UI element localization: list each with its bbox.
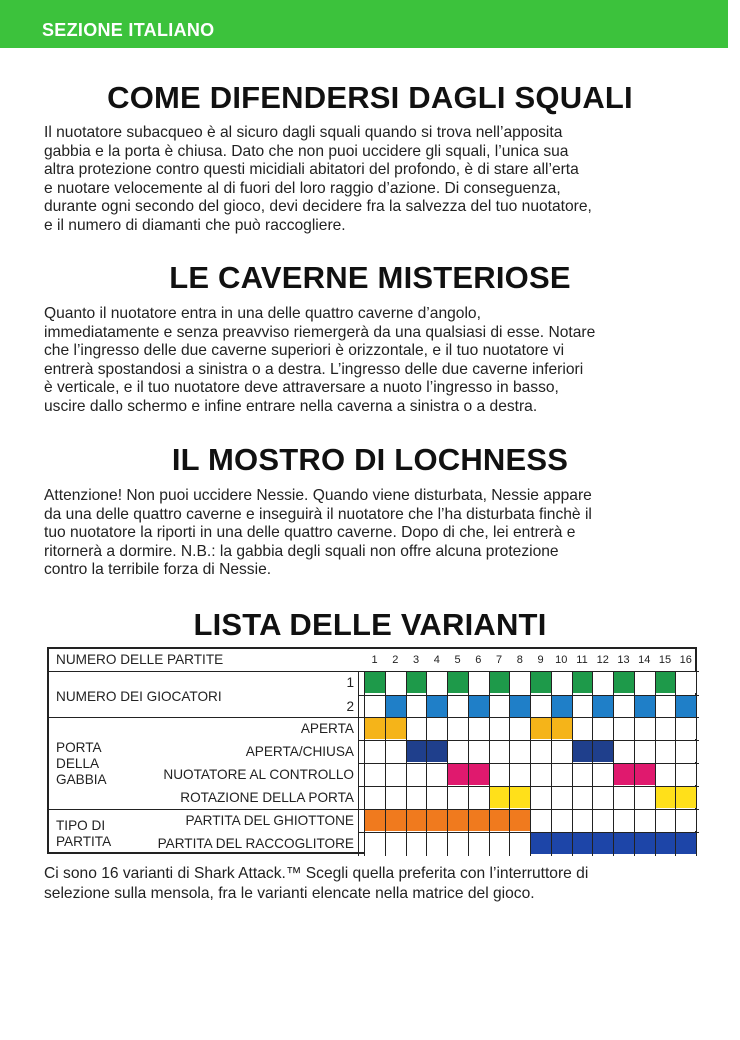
filled-cell [427,741,447,762]
game-number: 6 [475,654,482,666]
variants-matrix [47,647,697,854]
empty-cell [365,764,385,785]
filled-cell [365,810,385,831]
game-number: 2 [392,654,399,666]
filled-cell [386,696,406,717]
filled-cell [469,810,489,831]
empty-cell [656,696,676,717]
grid-line [358,695,699,696]
filled-cell [656,672,676,693]
empty-cell [656,764,676,785]
empty-cell [510,833,530,854]
empty-cell [469,741,489,762]
filled-cell [552,718,572,739]
empty-cell [407,764,427,785]
grid-line [358,740,699,741]
empty-cell [427,672,447,693]
empty-cell [614,810,634,831]
text-line: immediatamente e senza preavviso riemergerà da una qualsiasi di esse. Notare [44,323,596,341]
grid-line [509,671,510,856]
text-line: è verticale, e il tuo nuotatore deve attraversare a nuoto l’ingresso in basso, [44,379,559,397]
group-label-cage-line: GABBIA [56,772,107,787]
empty-cell [593,672,613,693]
heading-variants: LISTA DELLE VARIANTI [193,607,547,642]
filled-cell [407,810,427,831]
game-number: 3 [412,654,420,666]
divider-line [49,717,699,718]
filled-cell [593,741,613,762]
empty-cell [490,718,510,739]
empty-cell [635,741,655,762]
empty-cell [510,672,530,693]
empty-cell [614,741,634,762]
text-line: gabbia e la porta è chiusa. Dato che non puoi uccidere gli squali, l’unica sua [44,142,569,160]
text-line: durante ogni secondo del gioco, devi decidere fra la salvezza del tuo nuotatore, [44,198,592,216]
empty-cell [427,787,447,808]
empty-cell [510,741,530,762]
paragraph-sharks [44,124,714,236]
filled-cell [656,787,676,808]
empty-cell [552,741,572,762]
empty-cell [448,696,468,717]
empty-cell [531,764,551,785]
filled-cell [510,787,530,808]
game-number: 15 [658,654,672,666]
text-line: contro la terribile forza di Nessie. [44,561,272,579]
filled-cell [552,696,572,717]
empty-cell [490,833,510,854]
empty-cell [531,810,551,831]
empty-cell [365,833,385,854]
text-line: Quanto il nuotatore entra in una delle quattro caverne d’angolo, [44,305,481,322]
row-label: PARTITA DEL GHIOTTONE [185,813,354,828]
empty-cell [656,741,676,762]
games-label: NUMERO DELLE PARTITE [56,652,224,667]
filled-cell [469,764,489,785]
empty-cell [510,718,530,739]
game-number: 10 [555,654,568,666]
empty-cell [573,810,593,831]
grid-line [551,671,552,856]
game-number: 1 [371,654,378,666]
group-label-cage-line: PORTA [56,740,102,755]
grid-line [358,832,699,833]
filled-cell [448,764,468,785]
empty-cell [365,787,385,808]
empty-cell [386,764,406,785]
filled-cell [490,810,510,831]
divider-line [49,671,699,672]
grid-line [592,671,593,856]
empty-cell [676,764,696,785]
empty-cell [469,672,489,693]
game-number: 12 [596,654,609,666]
filled-cell [427,810,447,831]
empty-cell [614,718,634,739]
grid-line [655,671,656,856]
row-label: NUOTATORE AL CONTROLLO [163,767,354,782]
filled-cell [676,787,696,808]
empty-cell [573,718,593,739]
empty-cell [676,718,696,739]
empty-cell [386,787,406,808]
game-number: 16 [679,654,692,666]
grid-line [385,671,386,856]
empty-cell [552,810,572,831]
filled-cell [407,672,427,693]
text-line: tuo nuotatore la riporti in una delle quattro caverne. Dopo di che, lei entrerà e [44,524,576,542]
filled-cell [510,696,530,717]
row-label: 2 [346,699,354,714]
row-label: PARTITA DEL RACCOGLITORE [157,836,354,851]
empty-cell [531,696,551,717]
empty-cell [469,833,489,854]
text-line: che l’ingresso delle due caverne superiori è orizzontale, e il tuo nuotatore vi [44,342,565,360]
game-number: 13 [617,654,630,666]
heading-lochness: IL MOSTRO DI LOCHNESS [171,442,569,477]
heading-sharks: COME DIFENDERSI DAGLI SQUALI [107,80,633,115]
game-number: 5 [454,654,461,666]
empty-cell [676,810,696,831]
empty-cell [635,718,655,739]
empty-cell [469,787,489,808]
empty-cell [427,718,447,739]
empty-cell [552,672,572,693]
filled-cell [386,810,406,831]
paragraph-lochness [44,487,714,580]
empty-cell [365,741,385,762]
filled-cell [614,833,634,854]
empty-cell [448,833,468,854]
empty-cell [490,764,510,785]
filled-cell [593,696,613,717]
footer-paragraph [44,864,714,904]
section-header-bar [0,0,728,48]
game-number: 9 [537,654,544,666]
empty-cell [635,787,655,808]
filled-cell [531,833,551,854]
grid-line [364,671,365,856]
filled-cell [531,718,551,739]
empty-cell [531,741,551,762]
heading-caverns: LE CAVERNE MISTERIOSE [169,260,571,295]
empty-cell [427,833,447,854]
filled-cell [614,672,634,693]
grid-line [406,671,407,856]
empty-cell [407,696,427,717]
row-label: 1 [346,675,354,690]
grid-line [489,671,490,856]
filled-cell [573,672,593,693]
row-label: APERTA/CHIUSA [245,744,354,759]
filled-cell [614,764,634,785]
empty-cell [593,810,613,831]
filled-cell [386,718,406,739]
grid-line [696,671,697,856]
text-line: ritornerà a dormire. N.B.: la gabbia degli squali non offre alcuna protezione [44,542,559,560]
filled-cell [510,810,530,831]
game-number: 8 [516,654,523,666]
empty-cell [552,787,572,808]
filled-cell [365,718,385,739]
empty-cell [593,718,613,739]
page-margin [728,0,740,1040]
grid-line [634,671,635,856]
filled-cell [448,810,468,831]
empty-cell [386,741,406,762]
section-label: SEZIONE ITALIANO [42,20,215,40]
filled-cell [676,833,696,854]
text-line: Il nuotatore subacqueo è al sicuro dagli squali quando si trova nell’apposita [44,124,563,141]
filled-cell [593,833,613,854]
grid-line [426,671,427,856]
text-line: e il numero di diamanti che può raccogliere. [44,216,346,234]
empty-cell [386,672,406,693]
empty-cell [635,810,655,831]
empty-cell [448,741,468,762]
empty-cell [593,764,613,785]
empty-cell [573,764,593,785]
filled-cell [635,696,655,717]
text-line: entrerà spostandosi a sinistra o a destra. L’ingresso delle due caverne inferiori [44,360,584,378]
empty-cell [407,718,427,739]
text-line: altra protezione contro questi micidiali abitatori del profondo, è di stare all’erta [44,161,579,179]
grid-line [358,763,699,764]
group-label-cage-line: DELLA [56,756,100,771]
empty-cell [365,696,385,717]
filled-cell [448,672,468,693]
empty-cell [386,833,406,854]
filled-cell [469,696,489,717]
text-line: e nuotare velocemente al di fuori del loro raggio d’azione. Di conseguenza, [44,179,561,197]
empty-cell [490,696,510,717]
filled-cell [635,833,655,854]
group-label-players: NUMERO DEI GIOCATORI [56,689,222,704]
group-label-type-line: PARTITA [56,834,112,849]
filled-cell [552,833,572,854]
grid-line [613,671,614,856]
grid-line [358,786,699,787]
empty-cell [407,787,427,808]
grid-line [358,671,359,856]
filled-cell [656,833,676,854]
empty-cell [656,810,676,831]
empty-cell [614,787,634,808]
grid-line [675,671,676,856]
empty-cell [614,696,634,717]
empty-cell [552,764,572,785]
row-label: ROTAZIONE DELLA PORTA [180,790,354,805]
text-line: selezione sulla mensola, fra le varianti elencate nella matrice del gioco. [44,885,535,902]
empty-cell [469,718,489,739]
empty-cell [573,787,593,808]
text-line: Ci sono 16 varianti di Shark Attack.™ Scegli quella preferita con l’interruttore di [44,865,589,882]
filled-cell [490,672,510,693]
filled-cell [676,696,696,717]
empty-cell [448,718,468,739]
empty-cell [676,741,696,762]
empty-cell [573,696,593,717]
filled-cell [365,672,385,693]
grid-line [530,671,531,856]
row-label: APERTA [300,721,354,736]
grid-line [572,671,573,856]
divider-line [49,809,699,810]
game-number: 14 [638,654,651,666]
game-number: 11 [576,654,588,666]
filled-cell [490,787,510,808]
empty-cell [531,787,551,808]
empty-cell [427,764,447,785]
text-line: Attenzione! Non puoi uccidere Nessie. Quando viene disturbata, Nessie appare [44,487,592,504]
text-line: da una delle quattro caverne e inseguirà il nuotatore che l’ha disturbata finchè il [44,505,592,523]
empty-cell [448,787,468,808]
empty-cell [635,672,655,693]
empty-cell [407,833,427,854]
game-number: 7 [495,654,503,666]
empty-cell [593,787,613,808]
filled-cell [573,833,593,854]
empty-cell [676,672,696,693]
filled-cell [573,741,593,762]
grid-line [468,671,469,856]
grid-line [447,671,448,856]
game-number: 4 [433,654,440,666]
paragraph-caverns [44,305,714,417]
filled-cell [427,696,447,717]
group-label-type-line: TIPO DI [56,818,106,833]
filled-cell [635,764,655,785]
empty-cell [656,718,676,739]
filled-cell [407,741,427,762]
text-line: uscire dallo schermo e infine entrare nella caverna a sinistra o a destra. [44,397,538,415]
filled-cell [531,672,551,693]
empty-cell [490,741,510,762]
empty-cell [510,764,530,785]
